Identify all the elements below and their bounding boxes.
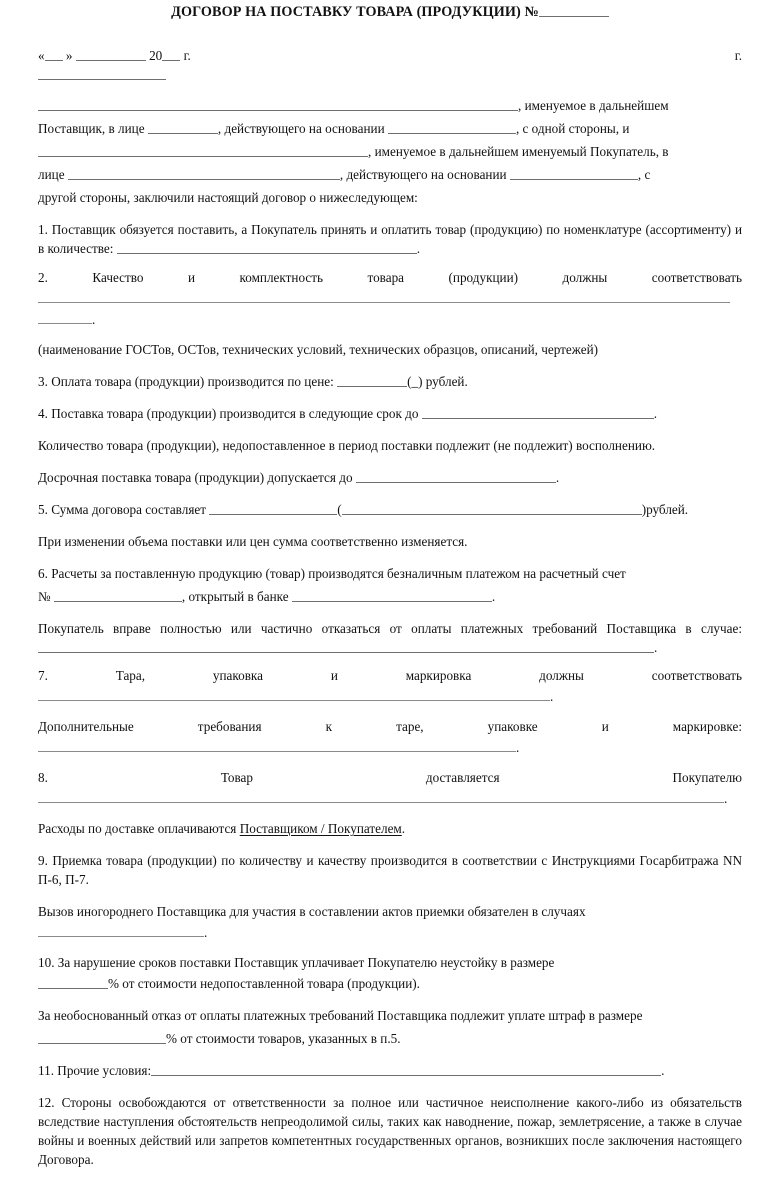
day-blank[interactable] <box>45 48 63 61</box>
clause-2-period: . <box>92 312 96 328</box>
preamble-line-2 <box>38 119 742 138</box>
date-row <box>38 46 742 65</box>
clause-2-number: 2. <box>38 270 48 286</box>
clause-5-number: 5. <box>38 502 48 518</box>
page-title-text: ДОГОВОР НА ПОСТАВКУ ТОВАРА (ПРОДУКЦИИ) № <box>171 4 539 21</box>
clause-5-amount-words-blank[interactable] <box>342 502 642 515</box>
clause-5-paren-open: ( <box>337 502 342 518</box>
date-open-quote: « <box>38 48 45 64</box>
preamble-line-4-a: лице <box>38 167 65 183</box>
clause-4-sub-1: Количество товара (продукции), недопоставленное в период поставки подлежит (не подлежит) восполнению. <box>38 438 656 454</box>
clause-10-text: За нарушение сроков поставки Поставщик уплачивает Покупателю неустойку в размере <box>57 955 555 971</box>
year-prefix: 20 <box>149 48 163 64</box>
clause-2-standard-line-2[interactable] <box>38 310 742 329</box>
clause-9-cases-line[interactable] <box>38 923 742 942</box>
clause-8 <box>38 768 742 787</box>
clause-8-delivery-line[interactable] <box>38 789 742 808</box>
clause-4-number: 4. <box>38 406 48 422</box>
preamble-line-2-b: , действующего на основании <box>217 121 385 137</box>
year-suffix: г. <box>183 48 191 64</box>
clause-10-fine-tail: % от стоимости товаров, указанных в п.5. <box>166 1031 401 1047</box>
clause-9-sub-1-period: . <box>204 925 208 941</box>
preamble-line-4 <box>38 165 742 184</box>
clause-6-sub-1-text: Покупатель вправе полностью или частично отказаться от оплаты платежных требований Поставщика в случае: <box>38 621 742 637</box>
clause-8-sub-1 <box>38 819 742 838</box>
preamble-line-4-c: , с <box>637 167 651 183</box>
clause-8-payer-choice[interactable]: Поставщиком / Покупателем <box>239 821 402 837</box>
clause-5-amount-digits-blank[interactable] <box>209 502 337 515</box>
clause-11-period: . <box>661 1063 665 1079</box>
clause-3-tail: (_) рублей. <box>407 374 468 390</box>
clause-6 <box>38 564 742 583</box>
preamble-line-3-tail: , именуемое в дальнейшем именуемый Покупатель, в <box>368 144 669 160</box>
clause-6-account-number-blank[interactable] <box>54 589 182 602</box>
clause-5 <box>38 500 742 519</box>
clause-1-text: Поставщик обязуется поставить, а Покупатель принять и оплатить товар (продукцию) по номенклатуре (ассортименту) и в количестве: <box>38 222 742 257</box>
clause-8-sub-1-text: Расходы по доставке оплачиваются <box>38 821 237 837</box>
clause-12-text: Стороны освобождаются от ответственности за полное или частичное неисполнение какого-либо из обязательств вследствие наступления обстоятельств непреодолимой силы, таких как наводнение, пожар, землетрясение, а также в случае войны и военных действий или запретов компетентных государственных органов, возникших после заключения настоящего Договора. <box>38 1095 742 1168</box>
clause-7-sub-1-period: . <box>516 740 520 756</box>
clause-6-bank-name-blank[interactable] <box>292 589 492 602</box>
year-blank[interactable] <box>162 48 180 61</box>
city-name-row <box>38 65 742 84</box>
clause-9-sub-1: Вызов иногороднего Поставщика для участия в составлении актов приемки обязателен в случаях <box>38 904 586 920</box>
clause-5-text: Сумма договора составляет <box>51 502 206 518</box>
clause-6-text: Расчеты за поставленную продукцию (товар) производятся безналичным платежом на расчетный счет <box>51 566 626 582</box>
clause-9-text: Приемка товара (продукции) по количеству и качеству производится в соответствии с Инструкциями Госарбитража NN П-6, П-7. <box>38 853 742 888</box>
clause-11-text: Прочие условия: <box>57 1063 152 1079</box>
clause-2-text: Качество и комплектность товара (продукции) должны соответствовать <box>92 270 742 286</box>
clause-1-number: 1. <box>38 222 48 238</box>
clause-12 <box>38 1093 742 1169</box>
city-label: г. <box>734 48 742 64</box>
clause-10-penalty-tail: % от стоимости недопоставленной товара (продукции). <box>108 976 420 992</box>
clause-5-tail: )рублей. <box>641 502 689 518</box>
clause-2-note: (наименование ГОСТов, ОСТов, технических условий, технических образцов, описаний, чертежей) <box>38 342 599 358</box>
clause-5-sub-1: При изменении объема поставки или цен сумма соответственно изменяется. <box>38 534 468 550</box>
clause-6-refusal-case-blank[interactable] <box>38 640 654 653</box>
clause-4-deadline-blank[interactable] <box>422 406 654 419</box>
clause-3 <box>38 372 742 391</box>
clause-4-sub-2-text: Досрочная поставка товара (продукции) допускается до <box>38 470 353 486</box>
clause-7-standard-line[interactable] <box>38 687 742 706</box>
clause-9-number: 9. <box>38 853 48 869</box>
clause-6-sub-1-period: . <box>654 640 658 656</box>
clause-7-sub-1 <box>38 717 742 736</box>
clause-4-text: Поставка товара (продукции) производится в следующие срок до <box>51 406 419 422</box>
clause-3-number: 3. <box>38 374 48 390</box>
contract-number-blank[interactable] <box>539 3 609 17</box>
supplier-representative-blank[interactable] <box>148 121 218 134</box>
buyer-representative-blank[interactable] <box>68 167 340 180</box>
clause-7-text: Тара, упаковка и маркировка должны соответствовать <box>115 668 742 684</box>
preamble-line-4-b: , действующего на основании <box>339 167 507 183</box>
clause-8-sub-1-period: . <box>401 821 406 837</box>
clause-7-sub-1-text: Дополнительные требования к таре, упаковке и маркировке: <box>38 719 742 735</box>
preamble-line-1 <box>38 96 742 115</box>
preamble-line-2-a: Поставщик, в лице <box>38 121 145 137</box>
clause-4-early-delivery-blank[interactable] <box>356 470 556 483</box>
clause-11 <box>38 1061 742 1080</box>
supplier-name-blank[interactable] <box>38 98 518 111</box>
document-body <box>38 0 742 1179</box>
month-blank[interactable] <box>76 48 146 61</box>
clause-6-account-row <box>38 587 742 606</box>
clause-2-standard-line-1[interactable] <box>38 289 742 308</box>
clause-3-text: Оплата товара (продукции) производится по цене: <box>51 374 334 390</box>
clause-3-price-blank[interactable] <box>337 374 407 387</box>
clause-10-penalty-row <box>38 974 742 993</box>
clause-7-number: 7. <box>38 668 48 684</box>
clause-10 <box>38 953 742 972</box>
clause-9 <box>38 851 742 889</box>
clause-1-nomenclature-blank[interactable] <box>117 241 417 254</box>
clause-6-sub-1 <box>38 619 742 657</box>
clause-6-number: 6. <box>38 566 48 582</box>
preamble-line-5: другой стороны, заключили настоящий договор о нижеследующем: <box>38 190 418 206</box>
clause-6-account-label: № <box>38 589 51 605</box>
clause-6-bank-label: , открытый в банке <box>181 589 289 605</box>
clause-10-sub-1: За необоснованный отказ от оплаты платежных требований Поставщика подлежит уплате штраф в размере <box>38 1008 643 1024</box>
clause-1-period: . <box>416 241 421 257</box>
supplier-basis-blank[interactable] <box>388 121 516 134</box>
clause-4-period: . <box>653 406 658 422</box>
clause-7-period: . <box>550 689 554 705</box>
clause-8-number: 8. <box>38 770 48 786</box>
clause-1 <box>38 220 742 258</box>
clause-4-sub-2-period: . <box>555 470 560 486</box>
clause-11-other-terms-blank[interactable] <box>151 1063 661 1076</box>
clause-12-number: 12. <box>38 1095 55 1111</box>
preamble-line-1-tail: , именуемое в дальнейшем <box>518 98 669 114</box>
clause-10-fine-row <box>38 1029 742 1048</box>
clause-7-extra-requirements-line[interactable] <box>38 738 742 757</box>
clause-8-period: . <box>724 791 728 807</box>
clause-4-sub-2 <box>38 468 742 487</box>
page-title <box>38 3 742 21</box>
date-close-quote: » <box>65 48 73 64</box>
clause-8-text: Товар доставляется Покупателю <box>220 770 742 786</box>
clause-10-number: 10. <box>38 955 55 971</box>
clause-7 <box>38 666 742 685</box>
clause-6-period: . <box>491 589 496 605</box>
clause-4 <box>38 404 742 423</box>
preamble-line-2-c: , с одной стороны, и <box>515 121 630 137</box>
preamble-line-3 <box>38 142 742 161</box>
buyer-name-blank[interactable] <box>38 144 368 157</box>
clause-2 <box>38 268 742 287</box>
city-name-blank[interactable] <box>38 67 166 80</box>
clause-10-fine-percent-blank[interactable] <box>38 1031 166 1044</box>
clause-10-penalty-percent-blank[interactable] <box>38 976 108 989</box>
buyer-basis-blank[interactable] <box>510 167 638 180</box>
clause-11-number: 11. <box>38 1063 54 1079</box>
